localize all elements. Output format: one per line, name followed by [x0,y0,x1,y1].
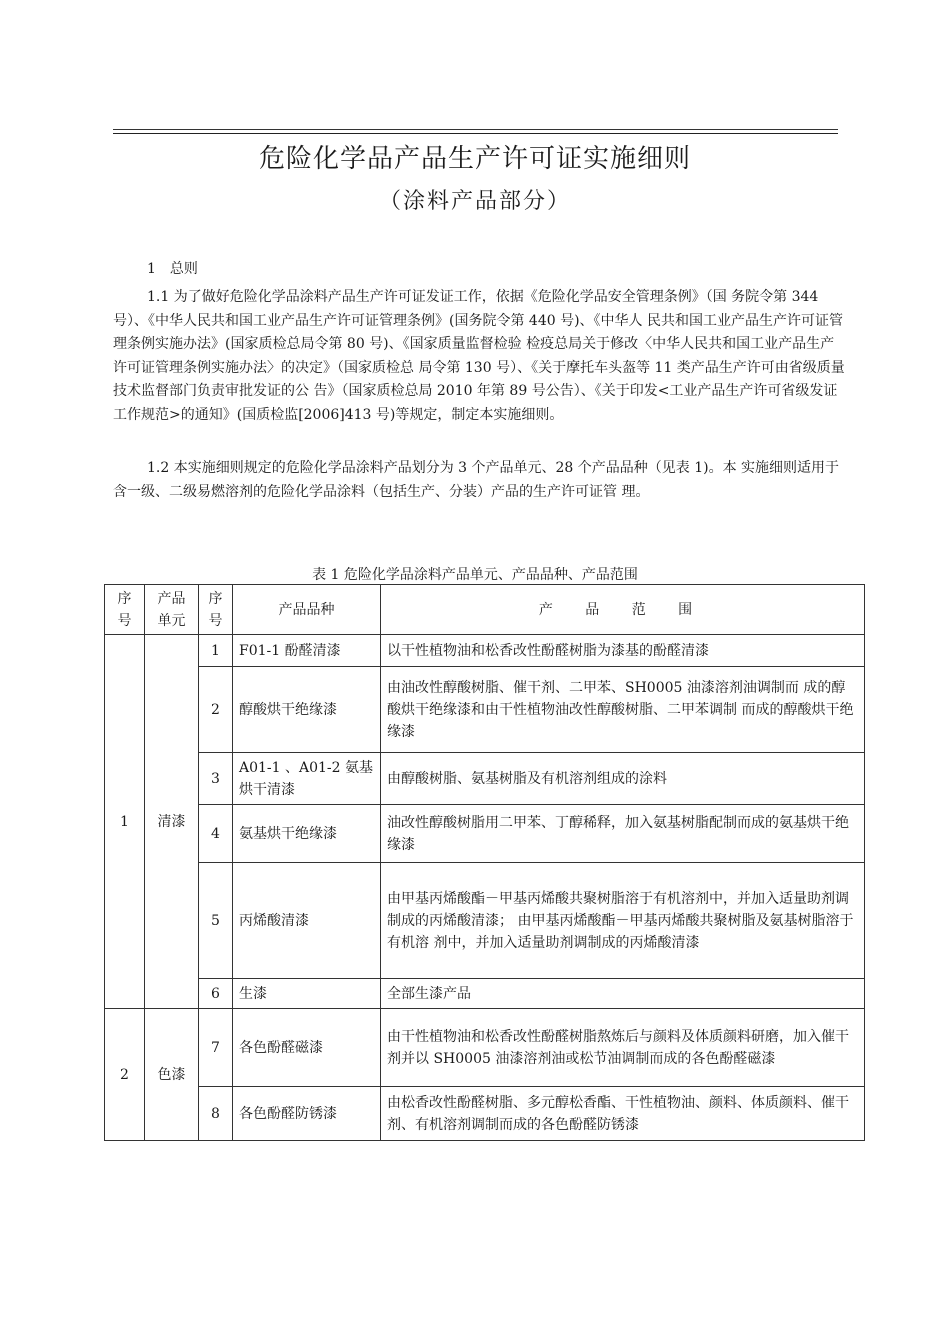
row-no: 1 [199,635,233,667]
document-title: 危险化学品产品生产许可证实施细则 [258,144,691,174]
row-no: 3 [199,753,233,805]
table-row [105,979,865,1009]
row-variety: 各色酚醛磁漆 [233,1009,381,1087]
group-unit: 清漆 [145,635,199,1009]
row-variety: 醇酸烘干绝缘漆 [233,667,381,753]
row-variety: 生漆 [233,979,381,1009]
row-range: 由干性植物油和松香改性酚醛树脂熬炼后与颜料及体质颜料研磨，加入催干剂并以 SH0005 油漆溶剂油或松节油调制而成的各色酚醛磁漆 [381,1009,865,1087]
header-unit: 产品单元 [145,585,199,635]
group-unit: 色漆 [145,1009,199,1141]
section-heading: 1 总则 [147,261,198,277]
group-seq: 1 [105,635,145,1009]
table-row [105,753,865,805]
row-variety: 各色酚醛防锈漆 [233,1087,381,1141]
header-variety: 产品品种 [233,585,381,635]
row-variety: F01-1 酚醛清漆 [233,635,381,667]
row-range: 由醇酸树脂、氨基树脂及有机溶剂组成的涂料 [381,753,865,805]
paragraph-1-1: 1.1 为了做好危险化学品涂料产品生产许可证发证工作，依据《危险化学品安全管理条例》（国 务院令第 344 号）、《中华人民共和国工业产品生产许可证管理条例》(国务院令第 440 号)、《中华人 民共和国工业产品生产许可证管理条例实施办法》(国家质检总局令第 80 号)、《国家质量监督检验 检疫总局关于修改〈中华人民共和国工业产品生产许可证管理条例实施办法〉的决定》（国家质检总 局令第 130 号）、《关于摩托车头盔等 11 类产品生产许可由省级质量技术监督部门负责审批发证的公 告》（国家质检总局 2010 年第 89 号公告）、《关于印发<工业产品生产许可省级发证工作规范>的通知》(国质检监[2006]413 号)等规定，制定本实施细则。 [113,289,845,423]
row-no: 4 [199,805,233,863]
header-range: 产 品 范 围 [381,585,865,635]
row-no: 6 [199,979,233,1009]
row-variety: A01-1 、A01-2 氨基烘干清漆 [233,753,381,805]
row-variety: 氨基烘干绝缘漆 [233,805,381,863]
row-range: 以干性植物油和松香改性酚醛树脂为漆基的酚醛清漆 [381,635,865,667]
table-header-row [105,585,865,635]
row-no: 8 [199,1087,233,1141]
paragraph-1-2: 1.2 本实施细则规定的危险化学品涂料产品划分为 3 个产品单元、28 个产品品种（见表 1)。本 实施细则适用于含一级、二级易燃溶剂的危险化学品涂料（包括生产、分装）产品的生产许可证管 理。 [113,460,840,500]
table-row [105,863,865,979]
row-no: 5 [199,863,233,979]
table-row [105,1087,865,1141]
row-range: 全部生漆产品 [381,979,865,1009]
header-seq2: 序号 [199,585,233,635]
table-row [105,805,865,863]
table-row [105,635,865,667]
row-range: 油改性醇酸树脂用二甲苯、丁醇稀释，加入氨基树脂配制而成的氨基烘干绝缘漆 [381,805,865,863]
header-rule-thick [113,133,838,134]
row-no: 7 [199,1009,233,1087]
table-caption: 表 1 危险化学品涂料产品单元、产品品种、产品范围 [312,567,638,583]
table-row [105,667,865,753]
header-seq: 序号 [105,585,145,635]
row-range: 由甲基丙烯酸酯－甲基丙烯酸共聚树脂溶于有机溶剂中，并加入适量助剂调制成的丙烯酸清漆； 由甲基丙烯酸酯－甲基丙烯酸共聚树脂及氨基树脂溶于有机溶 剂中，并加入适量助剂调制成的丙烯酸清漆 [381,863,865,979]
table-row [105,1009,865,1087]
row-variety: 丙烯酸清漆 [233,863,381,979]
row-range: 由油改性醇酸树脂、催干剂、二甲苯、SH0005 油漆溶剂油调制而 成的醇酸烘干绝缘漆和由干性植物油改性醇酸树脂、二甲苯调制 而成的醇酸烘干绝缘漆 [381,667,865,753]
row-range: 由松香改性酚醛树脂、多元醇松香酯、干性植物油、颜料、体质颜料、催干剂、有机溶剂调制而成的各色酚醛防锈漆 [381,1087,865,1141]
header-rule-thin [113,129,838,130]
document-subtitle: （涂料产品部分） [378,189,571,214]
group-seq: 2 [105,1009,145,1141]
product-table [104,584,865,1141]
row-no: 2 [199,667,233,753]
